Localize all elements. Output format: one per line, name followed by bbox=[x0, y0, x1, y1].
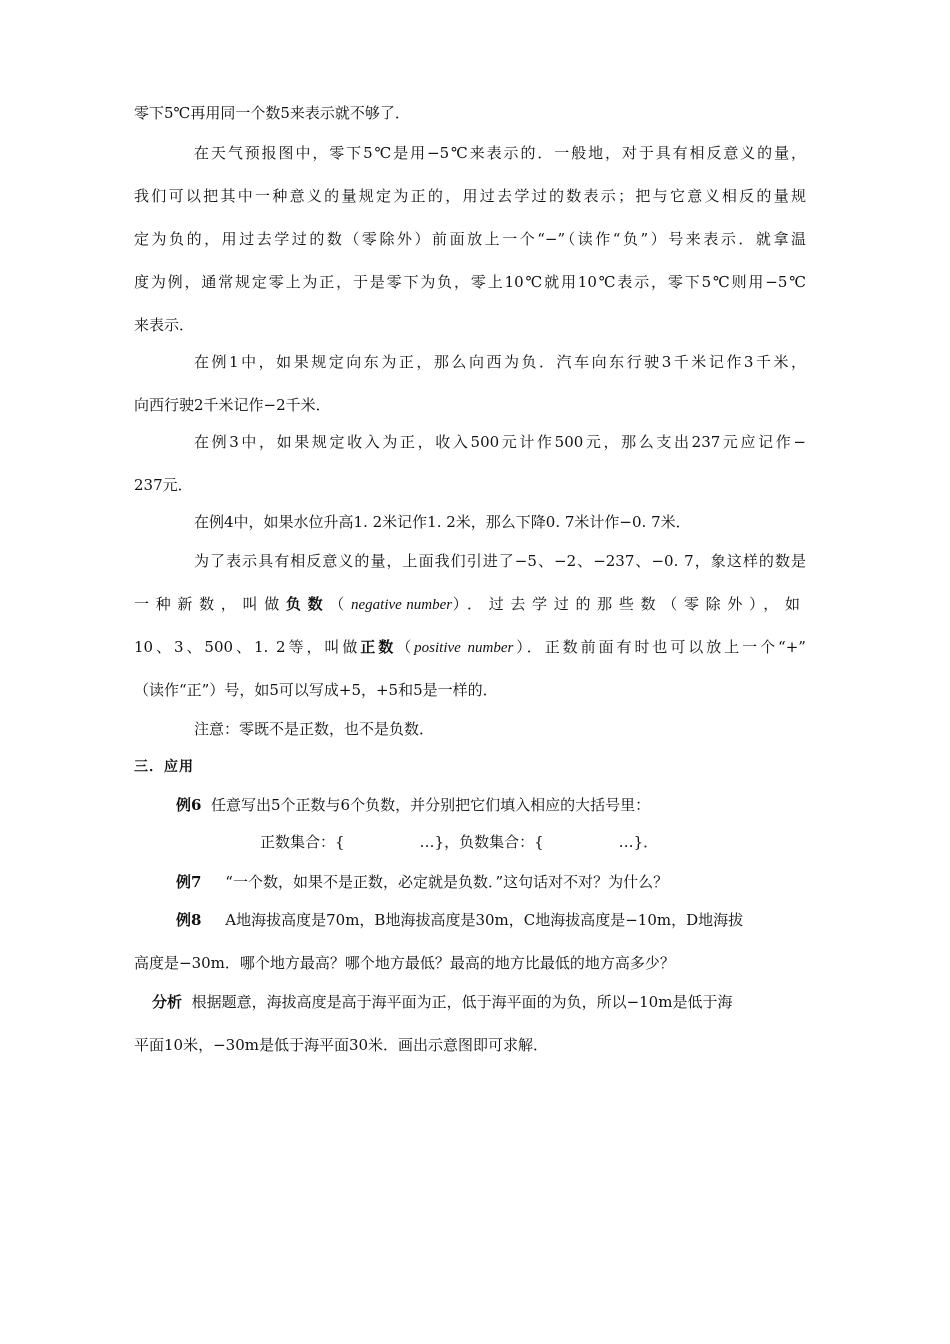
text-run: 一种新数，叫做 bbox=[134, 595, 286, 613]
paragraph-5-line-1: 为了表示具有相反意义的量，上面我们引进了−5、−2、−237、−0. 7，象这样的数是 bbox=[194, 552, 806, 570]
term-negative-number-english: negative number bbox=[351, 597, 453, 613]
paragraph-1-line-1: 在天气预报图中，零下5℃是用−5℃来表示的．一般地，对于具有相反意义的量， bbox=[194, 144, 806, 162]
paragraph-3-line-1: 在例3中，如果规定收入为正，收入500元计作500元，那么支出237元应记作− bbox=[194, 433, 806, 451]
paragraph-5-line-3 bbox=[134, 636, 806, 659]
analysis-text: 根据题意，海拔高度是高于海平面为正，低于海平面的为负，所以−10m是低于海 bbox=[191, 993, 733, 1011]
example-6-line bbox=[176, 794, 806, 816]
paragraph-3-line-2: 237元． bbox=[134, 476, 193, 494]
text-run: ）．正数前面有时也可以放上一个“+” bbox=[513, 638, 806, 656]
term-positive-number: 正数 bbox=[360, 638, 397, 656]
paragraph-1-line-3: 定为负的，用过去学过的数（零除外）前面放上一个“−”（读作“负”）号来表示．就拿温 bbox=[134, 230, 806, 248]
analysis-line-1 bbox=[152, 991, 806, 1013]
analysis-label: 分析 bbox=[152, 993, 183, 1011]
example-7-label: 例7 bbox=[176, 873, 202, 891]
example-7-text: “一个数，如果不是正数，必定就是负数．”这句话对不对？为什么？ bbox=[225, 873, 669, 891]
paragraph-5-line-4: （读作“正”）号，如5可以写成+5，+5和5是一样的． bbox=[134, 681, 498, 699]
example-8-text: A地海拔高度是70m，B地海拔高度是30m，C地海拔高度是−10m，D地海拔 bbox=[225, 911, 744, 929]
paragraph-2-line-1: 在例1中，如果规定向东为正，那么向西为负．汽车向东行驶3千米记作3千米， bbox=[194, 353, 806, 371]
paragraph-4-line-1: 在例4中，如果水位升高1. 2米记作1. 2米，那么下降0. 7米计作−0. 7米． bbox=[194, 513, 691, 531]
text-run: ）．过去学过的那些数（零除外），如 bbox=[452, 595, 806, 613]
example-6-text: 任意写出5个正数与6个负数，并分别把它们填入相应的大括号里： bbox=[210, 796, 651, 814]
paragraph-5-line-2 bbox=[134, 593, 806, 616]
analysis-line-2: 平面10米，−30m是低于海平面30米．画出示意图即可求解． bbox=[134, 1036, 549, 1054]
example-6-sets: 正数集合：{ …}，负数集合：{ …}． bbox=[260, 833, 659, 851]
term-negative-number: 负数 bbox=[285, 595, 330, 613]
text-run: 10、3、500、1. 2等，叫做 bbox=[134, 638, 361, 656]
example-6-label: 例6 bbox=[176, 796, 202, 814]
paragraph-0-line-1: 零下5℃再用同一个数5来表示就不够了． bbox=[134, 104, 410, 122]
section-heading: 三．应用 bbox=[134, 759, 194, 775]
example-8-label: 例8 bbox=[176, 911, 202, 929]
paragraph-2-line-2: 向西行驶2千米记作−2千米． bbox=[134, 396, 331, 414]
paragraph-1-line-2: 我们可以把其中一种意义的量规定为正的，用过去学过的数表示；把与它意义相反的量规 bbox=[134, 187, 806, 205]
example-7-line bbox=[176, 871, 806, 893]
paragraph-1-line-5: 来表示． bbox=[134, 316, 195, 334]
text-run: （ bbox=[396, 638, 415, 656]
example-8-line-2: 高度是−30m．哪个地方最高？哪个地方最低？最高的地方比最低的地方高多少？ bbox=[134, 954, 675, 972]
text-run: （ bbox=[329, 595, 351, 613]
term-positive-number-english: positive number bbox=[414, 640, 514, 656]
note-line: 注意：零既不是正数，也不是负数． bbox=[194, 720, 435, 738]
paragraph-1-line-4: 度为例，通常规定零上为正，于是零下为负，零上10℃就用10℃表示，零下5℃则用−5℃ bbox=[134, 273, 806, 291]
example-8-line-1 bbox=[176, 909, 806, 931]
